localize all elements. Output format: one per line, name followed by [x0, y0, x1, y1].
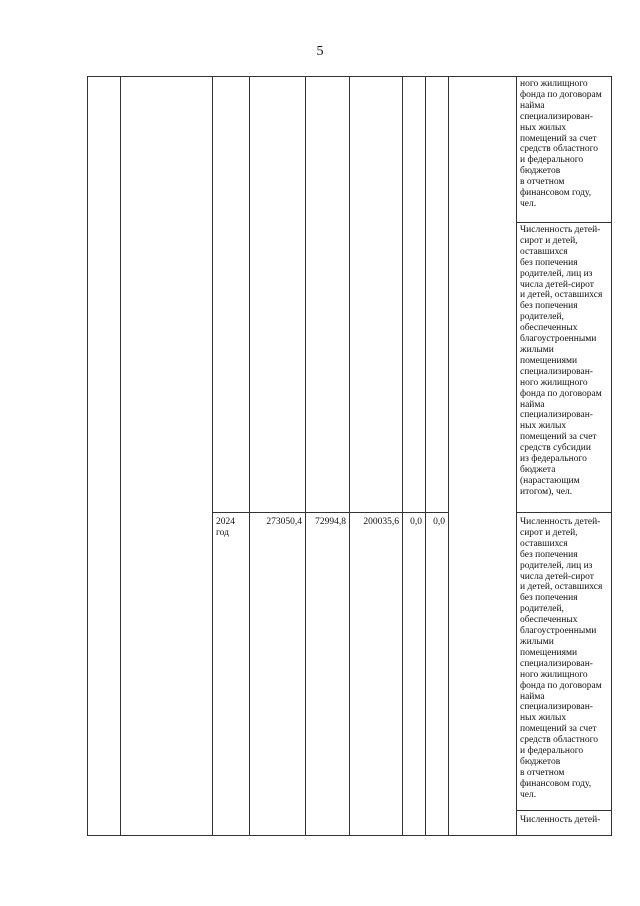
other-value: 0,0 — [433, 517, 445, 527]
indicator-cell — [517, 513, 612, 811]
col-number-cell — [88, 77, 121, 836]
year-cell — [213, 513, 250, 836]
executor-cell — [449, 77, 517, 836]
indicator-cell — [517, 223, 612, 513]
indicator-cell — [517, 77, 612, 223]
table-row — [88, 77, 612, 223]
indicator-text: Численность детей- сирот и детей, оставшихся без попечения родителей, лиц из числа детей-сирот и детей, оставшихся без попечения родителей, обеспеченных благоустроенными жилыми помещениями специализирован- ного жилищного фонда по договорам найма специализирован- ных жилых помещений за счет средств областного и федерального бюджетов в отчетном финансовом году, чел. — [520, 517, 603, 800]
other-cell — [426, 77, 449, 513]
regional-value: 200035,6 — [363, 517, 399, 527]
year-cell — [213, 77, 250, 513]
indicator-text: ного жилищного фонда по договорам найма специализирован- ных жилых помещений за счет средств областного и федерального бюджетов в отчетном финансовом году, чел. — [520, 79, 602, 209]
federal-value: 72994,8 — [315, 517, 346, 527]
other-cell — [426, 513, 449, 836]
page-number: 5 — [316, 44, 324, 59]
total-cell — [250, 77, 306, 513]
col-name-cell — [121, 77, 213, 836]
regional-cell — [350, 77, 403, 513]
indicator-text: Численность детей- сирот и детей, оставшихся без попечения родителей, лиц из числа детей-сирот и детей, оставшихся без попечения родителей, обеспеченных благоустроенными жилыми помещениями специализирован- ного жилищного фонда по договорам найма специализирован- ных жилых помещений за счет средств субсидии из федерального бюджета (нарастающим итогом), чел. — [520, 225, 603, 497]
regional-cell — [350, 513, 403, 836]
federal-cell — [306, 513, 350, 836]
total-value: 273050,4 — [266, 517, 302, 527]
local-cell — [403, 513, 426, 836]
indicator-cell — [517, 811, 612, 836]
total-cell — [250, 513, 306, 836]
year-text: 2024 год — [216, 517, 235, 538]
local-value: 0,0 — [410, 517, 422, 527]
program-table — [87, 76, 612, 836]
local-cell — [403, 77, 426, 513]
indicator-text: Численность детей- — [520, 815, 601, 825]
federal-cell — [306, 77, 350, 513]
